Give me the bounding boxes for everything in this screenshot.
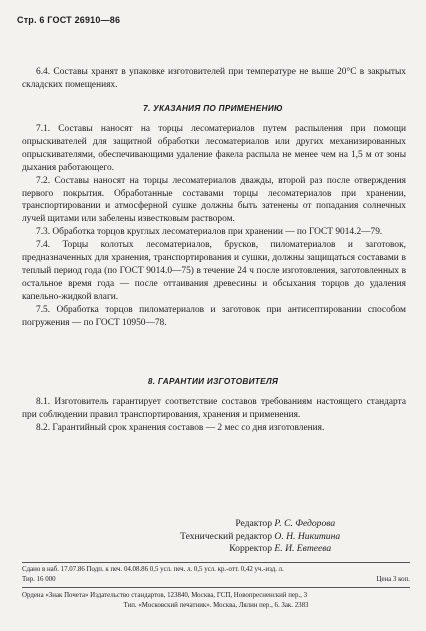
- paragraph-7-1: 7.1. Составы наносят на торцы лесоматериалов путем распыления при помощи опрыскивателей для защитной обработки лесоматериалов или других механизированных опрыскивателями, обеспечивающими удаление факела распыла не менее чем на 1,5 м от зоны дыхания работающего.: [22, 124, 406, 173]
- credits-block: [150, 518, 340, 556]
- credit-corrector-label: Корректор: [229, 543, 272, 555]
- paragraph-6-4: 6.4. Составы хранят в упаковке изготовителей при температуре не выше 20°С в закрытых складских помещениях.: [22, 67, 406, 90]
- paragraph-7-4: 7.4. Торцы колотых лесоматериалов, брусков, пиломатериалов и заготовок, предназначенных для хранения, транспортирования и сушки, должны защищаться составами в теплый период года (по ГОСТ 9014.0—75) в течение 24 ч после изготовления, заготовленных в остальное время года — после оттаивания древесины и обсыхания торцов до удаления капельно-жидкой влаги.: [22, 240, 406, 302]
- imprint-top-rule: [22, 562, 410, 563]
- credit-tech-name: О. Н. Никитина: [274, 530, 341, 542]
- imprint-line-3: Ордена «Знак Почета» Издательство стандартов, 123840, Москва, ГСП, Новопресненский пер., 3: [22, 592, 308, 599]
- page-header: Стр. 6 ГОСТ 26910—86: [17, 15, 121, 25]
- imprint-print-run: Тир. 16 000: [22, 576, 56, 583]
- paragraph-7-3: 7.3. Обработка торцов круглых лесоматериалов при хранении — по ГОСТ 9014.2—79.: [36, 227, 383, 238]
- imprint-line-4: Тип. «Московский печатник». Москва, Лялин пер., 6. Зак. 2383: [123, 602, 309, 609]
- paragraph-7-2: 7.2. Составы наносят на торцы лесоматериалов дважды, второй раз после отверждения первого покрытия. Обработанные составами торцы лесоматериалов при хранении, транспортировании и атмосферной сушке должны быть затенены от попадания солнечных лучей щитами или забелены известковым раствором.: [22, 175, 406, 225]
- credit-editor: [150, 518, 340, 531]
- imprint-line-1: Сдано в наб. 17.07.86 Подп. к печ. 04.08.86 0,5 усл. печ. л. 0,5 усл. кр.-отт. 0,42 уч.-изд. л.: [22, 566, 284, 573]
- credit-corrector-name: Е. И. Евтеева: [274, 543, 332, 555]
- credit-corrector: [150, 543, 340, 556]
- paragraph-7-5: 7.5. Обработка торцов пиломатериалов и заготовок при антисептировании способом погружения — по ГОСТ 10950—78.: [22, 304, 406, 328]
- credit-editor-name: Р. С. Федорова: [274, 518, 336, 529]
- paragraph-8-2: 8.2. Гарантийный срок хранения составов — 2 мес со дня изготовления.: [36, 422, 325, 433]
- section-7-body: [22, 123, 406, 330]
- imprint-line-2: [22, 575, 410, 584]
- credit-editor-label: Редактор: [235, 518, 272, 529]
- paragraph-8-1: 8.1. Изготовитель гарантирует соответствие составов требованиям настоящего стандарта при соблюдении правил транспортирования, хранения и применения.: [22, 397, 406, 420]
- section-8-heading: 8. ГАРАНТИИ ИЗГОТОВИТЕЛЯ: [147, 377, 279, 386]
- section-8-body: [22, 396, 406, 435]
- section-7-heading: 7. УКАЗАНИЯ ПО ПРИМЕНЕНИЮ: [143, 104, 283, 113]
- imprint-price: Цена 3 коп.: [376, 576, 410, 583]
- clause-6-4: [22, 66, 406, 92]
- credit-tech: [150, 531, 340, 544]
- imprint-mid-rule: [22, 587, 410, 588]
- credit-tech-label: Технический редактор: [180, 530, 272, 542]
